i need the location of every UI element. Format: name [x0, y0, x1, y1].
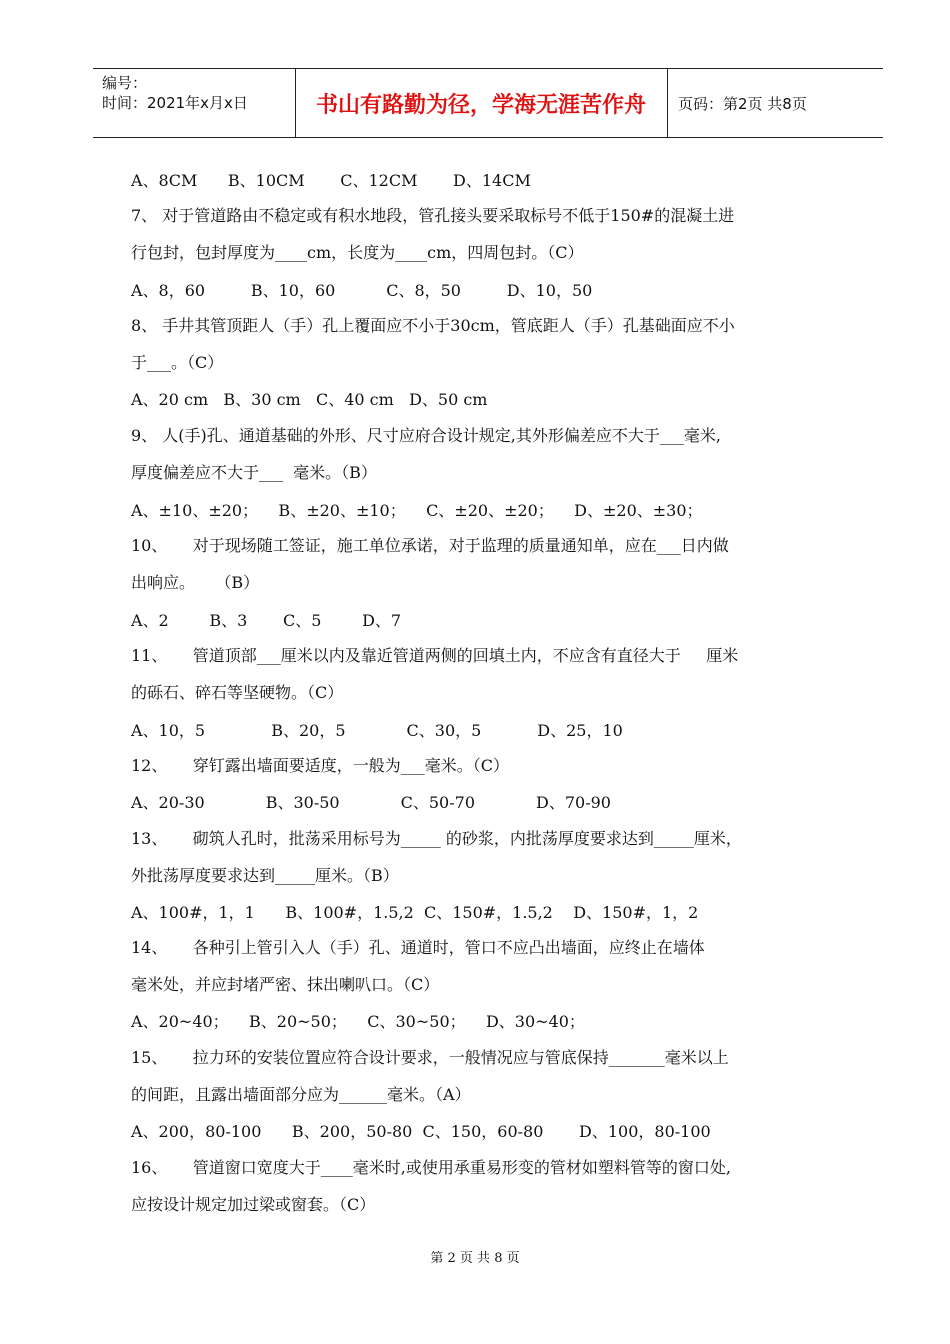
question-line: 于___。（C）	[131, 353, 224, 372]
question-line: 9、 人(手)孔、通道基础的外形、尺寸应府合设计规定,其外形偏差应不大于___毫米,	[131, 426, 721, 445]
question-line: 10、 对于现场随工签证，施工单位承诺，对于监理的质量通知单，应在___日内做	[131, 536, 729, 555]
option-line: A、200，80-100 B、200，50-80 C、150，60-80 D、100，80-100	[131, 1122, 711, 1141]
question-line: 16、 管道窗口宽度大于____毫米时,或使用承重易形变的管材如塑料管等的窗口处,	[131, 1158, 731, 1177]
option-line: A、20-30 B、30-50 C、50-70 D、70-90	[131, 793, 611, 812]
header-info-cell	[93, 69, 296, 137]
question-line: 15、 拉力环的安装位置应符合设计要求，一般情况应与管底保持_______毫米以上	[131, 1048, 729, 1067]
question-line: 行包封，包封厚度为____cm，长度为____cm，四周包封。（C）	[131, 243, 584, 262]
header-number-label: 编号：	[102, 74, 148, 92]
page-footer: 第 2 页 共 8 页	[430, 1251, 520, 1266]
question-line: 的间距，且露出墙面部分应为______毫米。（A）	[131, 1085, 471, 1104]
option-line: A、20 cm B、30 cm C、40 cm D、50 cm	[131, 390, 488, 409]
question-line: 7、 对于管道路由不稳定或有积水地段，管孔接头要采取标号不低于150#的混凝土进	[131, 206, 735, 225]
question-line: 出响应。 （B）	[131, 573, 260, 592]
option-line: A、2 B、3 C、5 D、7	[131, 611, 402, 630]
question-line: 应按设计规定加过梁或窗套。（C）	[131, 1195, 376, 1214]
option-line: A、10，5 B、20，5 C、30，5 D、25，10	[131, 721, 623, 740]
question-line: 14、 各种引上管引入人（手）孔、通道时，管口不应凸出墙面，应终止在墙体	[131, 938, 705, 957]
question-line: 11、 管道顶部___厘米以内及靠近管道两侧的回填土内，不应含有直径大于 厘米	[131, 646, 739, 665]
option-line: A、8CM B、10CM C、12CM D、14CM	[131, 171, 531, 190]
page-header	[93, 68, 883, 138]
question-line: 毫米处，并应封堵严密、抹出喇叭口。（C）	[131, 975, 440, 994]
header-motto: 书山有路勤为径，学海无涯苦作舟	[295, 69, 668, 137]
question-line: 的砾石、碎石等坚硬物。（C）	[131, 683, 344, 702]
question-line: 8、 手井其管顶距人（手）孔上覆面应不小于30cm，管底距人（手）孔基础面应不小	[131, 316, 735, 335]
option-line: A、20~40； B、20~50； C、30~50； D、30~40；	[131, 1012, 585, 1031]
option-line: A、100#，1，1 B、100#，1.5,2 C、150#，1.5,2 D、150#，1，2	[131, 903, 699, 922]
question-line: 外批荡厚度要求达到_____厘米。（B）	[131, 866, 399, 885]
question-line: 12、 穿钉露出墙面要适度，一般为___毫米。（C）	[131, 756, 510, 775]
option-line: A、±10、±20； B、±20、±10； C、±20、±20； D、±20、±30；	[131, 501, 703, 520]
question-line: 厚度偏差应不大于___ 毫米。（B）	[131, 463, 377, 482]
header-page-label: 页码：第2页 共8页	[678, 94, 807, 113]
question-line: 13、 砌筑人孔时，批荡采用标号为_____ 的砂浆，内批荡厚度要求达到_____厘米，	[131, 829, 742, 848]
header-time-label: 时间：2021年x月x日	[102, 94, 248, 112]
option-line: A、8，60 B、10，60 C、8，50 D、10，50	[131, 281, 593, 300]
